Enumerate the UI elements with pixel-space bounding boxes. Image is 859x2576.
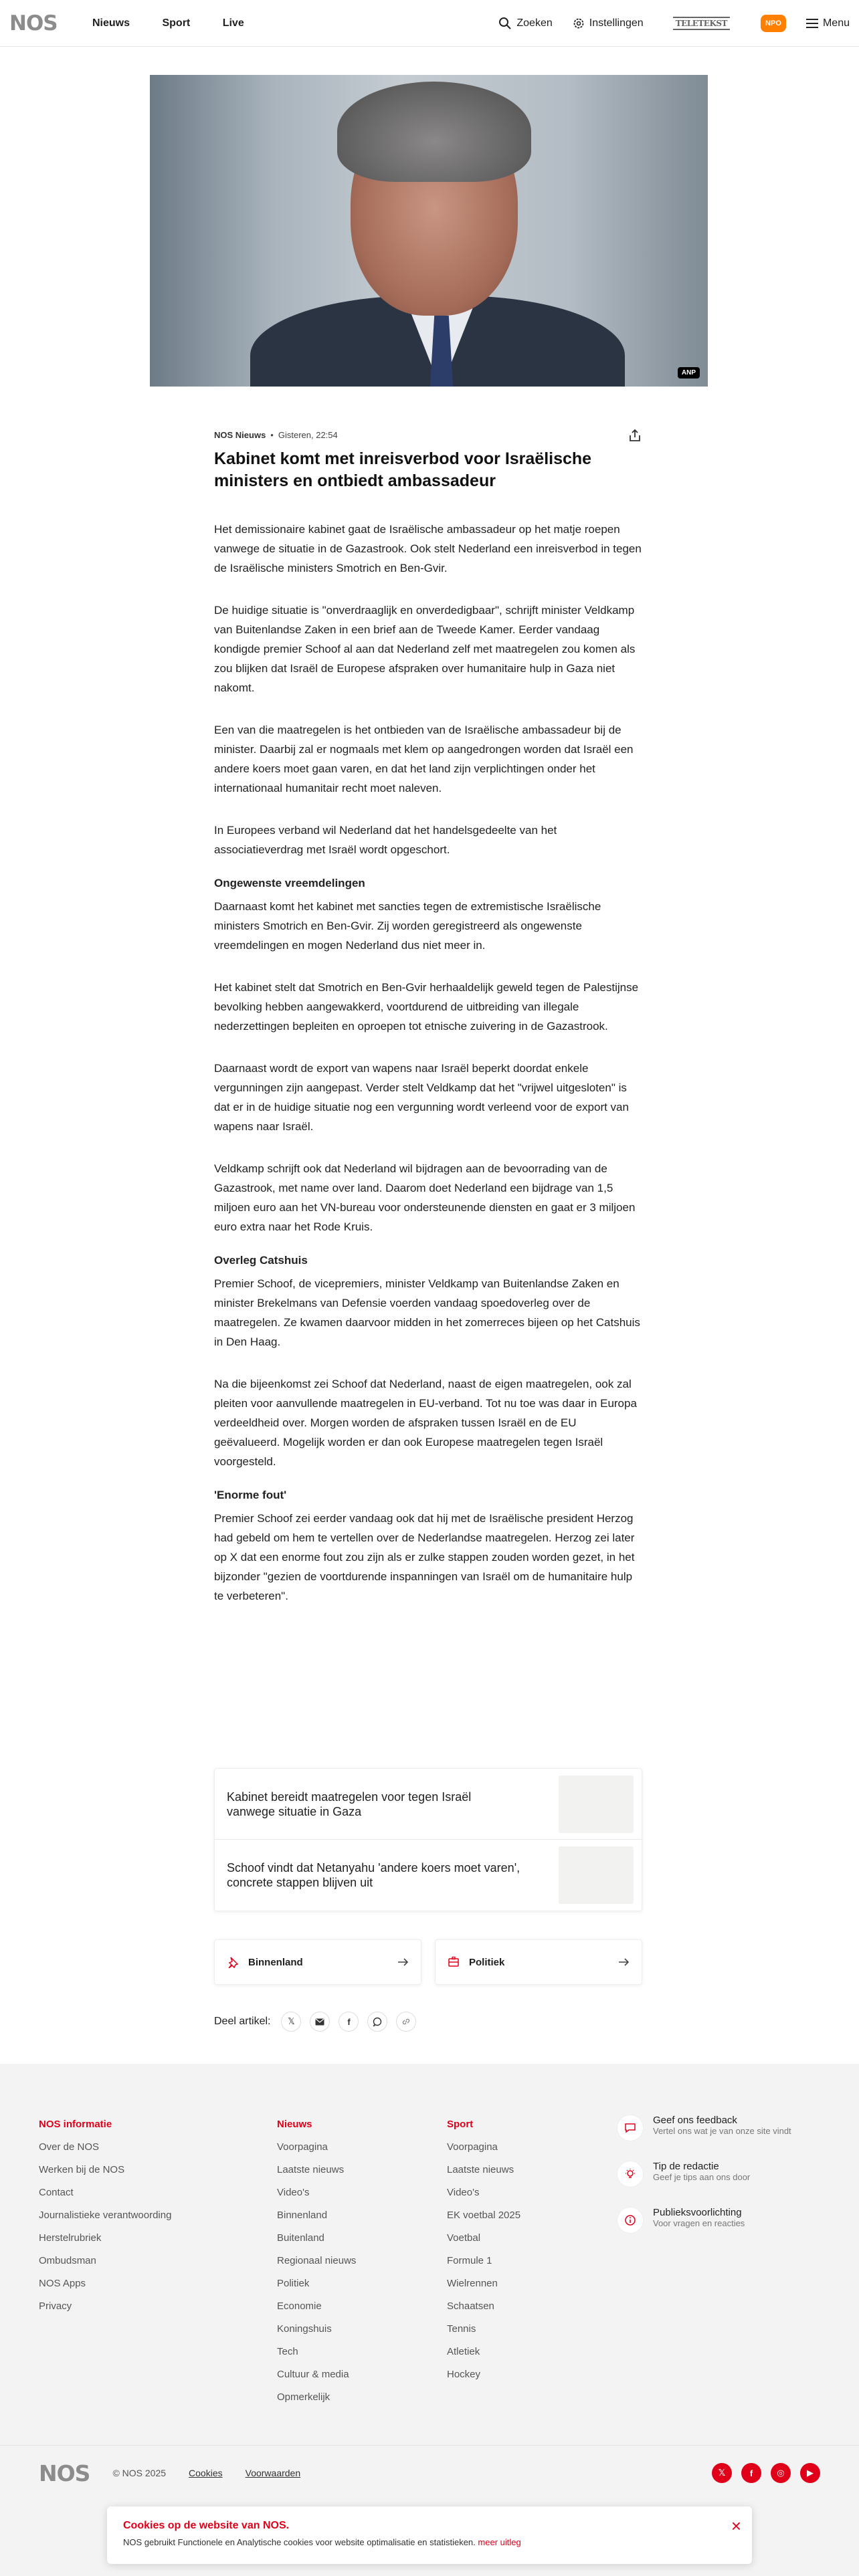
topic-label: Politiek <box>469 1956 505 1968</box>
paragraph: Premier Schoof, de vicepremiers, minister Veldkamp van Buitenlandse Zaken en minister Brekelmans van Defensie voerden vandaag spoedoverleg over de maatregelen. Ze kwamen daarvoor midden in het zomerreces bijeen op het Catshuis in Den Haag. <box>214 1277 640 1348</box>
paragraph: Daarnaast komt het kabinet met sancties tegen de extremistische Israëlische ministers Smotrich en Ben-Gvir. Zij worden geregistreerd als ongewenste vreemdelingen en mogen Nederland dus niet meer in. <box>214 900 601 952</box>
article <box>214 428 642 1628</box>
footer-link[interactable]: Voorpagina <box>277 2141 328 2153</box>
teletekst-link[interactable]: TELETEKST <box>673 17 730 30</box>
paragraph: Het kabinet stelt dat Smotrich en Ben-Gvir herhaaldelijk geweld tegen de Palestijnse bevolking hebben aangewakkerd, voortdurend de uitbreiding van illegale nederzettingen bepleiten en oproepen tot etnische zuivering in de Gazastrook. <box>214 981 639 1033</box>
facebook-social-icon[interactable]: f <box>741 2463 761 2483</box>
publieksvoorlichting-link[interactable] <box>617 2207 831 2234</box>
hero-figure-hair <box>337 82 531 182</box>
footer-link[interactable]: Tennis <box>447 2323 476 2335</box>
paragraph: De huidige situatie is "onverdraaglijk en onverdedigbaar", schrijft minister Veldkamp van Buitenlandse Zaken in een brief aan de Tweede Kamer. Eerder vandaag kondigde premier Schoof al aan dat Nederland zelf met maatregelen zou komen als zou blijken dat Israël de Europese afspraken over humanitaire hulp in Gaza niet nakomt. <box>214 604 636 694</box>
copyright: © NOS 2025 <box>112 2468 167 2478</box>
footer-link[interactable]: Voorpagina <box>447 2141 498 2153</box>
share-email-button[interactable] <box>310 2012 330 2032</box>
related-article[interactable] <box>215 1769 642 1840</box>
photo-credit-badge: ANP <box>678 367 700 379</box>
footer-contact <box>617 2115 831 2253</box>
article-time: Gisteren, 22:54 <box>278 429 338 440</box>
paragraph: Het demissionaire kabinet gaat de Israëlische ambassadeur op het matje roepen vanwege de situatie in de Gazastrook. Ook stelt Nederland een inreisverbod in tegen de Israëlische ministers Smotrich en Ben-Gvir. <box>214 523 642 574</box>
nav-nieuws[interactable]: Nieuws <box>92 17 130 29</box>
footer-link[interactable]: Wielrennen <box>447 2278 498 2289</box>
main-nav <box>92 17 274 29</box>
paragraph: Veldkamp schrijft ook dat Nederland wil bijdragen aan de bevoorrading van de Gazastrook, met name over land. Daarom doet Nederland een bijdrage van 1,5 miljoen euro aan het VN-bureau voor ondersteunende diensten en gaat er 3 miljoen euro extra naar het Rode Kruis. <box>214 1162 636 1233</box>
tip-title: Tip de redactie <box>653 2161 719 2172</box>
share-facebook-button[interactable] <box>339 2012 359 2032</box>
settings-button[interactable] <box>573 17 644 29</box>
share-row <box>214 2012 425 2032</box>
footer-link[interactable]: Laatste nieuws <box>277 2164 345 2175</box>
related-title: Schoof vindt dat Netanyahu 'andere koers moet varen', concrete stappen blijven uit <box>227 1861 520 1889</box>
footer-link[interactable]: Werken bij de NOS <box>39 2164 125 2175</box>
cookie-title: Cookies op de website van NOS. <box>123 2520 290 2531</box>
footer-col-nos-informatie <box>39 2119 171 2318</box>
link-icon <box>401 2017 411 2026</box>
tip-sub: Geef je tips aan ons door <box>653 2172 751 2182</box>
footer-link[interactable]: Economie <box>277 2300 322 2312</box>
paragraph: In Europees verband wil Nederland dat het handelsgedeelte van het associatieverdrag met Israël wordt opgeschort. <box>214 824 557 856</box>
feedback-link[interactable] <box>617 2115 831 2141</box>
footer-link[interactable]: Herstelrubriek <box>39 2232 102 2244</box>
article-body <box>214 520 642 1606</box>
footer-col-nieuws <box>277 2119 356 2409</box>
related-title: Kabinet bereidt maatregelen voor tegen Israël vanwege situatie in Gaza <box>227 1790 472 1818</box>
site-footer <box>0 2064 859 2576</box>
arrow-right-icon <box>619 1958 630 1966</box>
cookie-more-link[interactable]: meer uitleg <box>478 2537 521 2547</box>
footer-link[interactable]: Video's <box>277 2187 310 2198</box>
nos-logo[interactable]: NOS <box>9 11 58 35</box>
terms-link[interactable]: Voorwaarden <box>245 2468 301 2478</box>
cookie-body: NOS gebruikt Functionele en Analytische cookies voor website optimalisatie en statistieken. <box>123 2537 476 2547</box>
topic-links <box>214 1939 642 1985</box>
footer-link[interactable]: Cultuur & media <box>277 2369 349 2380</box>
topic-binnenland[interactable] <box>214 1939 421 1985</box>
footer-link[interactable]: Privacy <box>39 2300 72 2312</box>
footer-link[interactable]: EK voetbal 2025 <box>447 2210 521 2221</box>
footer-link[interactable]: Atletiek <box>447 2346 480 2357</box>
related-thumbnail <box>559 1846 634 1904</box>
footer-col-title: NOS informatie <box>39 2119 112 2130</box>
footer-link[interactable]: Binnenland <box>277 2210 328 2221</box>
share-icon <box>628 428 642 443</box>
share-link-button[interactable] <box>396 2012 416 2032</box>
hamburger-icon <box>806 19 818 28</box>
related-articles <box>214 1768 642 1911</box>
youtube-social-icon[interactable]: ▶ <box>800 2463 820 2483</box>
footer-link[interactable]: NOS Apps <box>39 2278 86 2289</box>
menu-button[interactable] <box>806 17 850 29</box>
npo-link[interactable]: NPO <box>761 15 786 32</box>
footer-link[interactable]: Schaatsen <box>447 2300 494 2312</box>
footer-col-sport <box>447 2119 520 2386</box>
chat-icon <box>617 2115 644 2141</box>
section-heading: 'Enorme fout' <box>214 1489 287 1501</box>
social-links <box>702 2463 820 2483</box>
search-icon <box>498 17 512 30</box>
feedback-sub: Vertel ons wat je van onze site vindt <box>653 2126 791 2136</box>
x-social-icon[interactable]: 𝕏 <box>712 2463 732 2483</box>
settings-label: Instellingen <box>589 17 644 29</box>
paragraph: Daarnaast wordt de export van wapens naar Israël beperkt doordat enkele vergunningen zijn aangepast. Verder stelt Veldkamp dat het "vrijwel uitgesloten" is dat er in de huidige situatie nog een vergunning wordt verleend voor de export van wapens naar Israël. <box>214 1062 629 1133</box>
footer-link[interactable]: Video's <box>447 2187 480 2198</box>
section-heading: Overleg Catshuis <box>214 1254 308 1267</box>
close-icon[interactable]: × <box>731 2516 741 2536</box>
footer-link[interactable]: Over de NOS <box>39 2141 100 2153</box>
lightbulb-icon <box>617 2161 644 2187</box>
related-article[interactable] <box>215 1840 642 1911</box>
footer-link[interactable]: Hockey <box>447 2369 481 2380</box>
cookie-banner <box>107 2506 752 2564</box>
publieksvoorlichting-sub: Voor vragen en reacties <box>653 2218 745 2228</box>
paragraph: Een van die maatregelen is het ontbieden van de Israëlische ambassadeur bij de minister. Daarbij zal er nogmaals met klem op aangedrongen worden dat Israël een andere koers moet gaan varen, en dat het land zijn verplichtingen onder het internationaal humanitair recht moet naleven. <box>214 724 634 794</box>
share-x-button[interactable] <box>281 2012 301 2032</box>
footer-link[interactable]: Tech <box>277 2346 298 2357</box>
whatsapp-icon <box>373 2017 382 2026</box>
footer-divider <box>0 2445 859 2446</box>
x-icon: 𝕏 <box>288 2016 295 2026</box>
footer-bottom <box>39 2453 820 2493</box>
topic-label: Binnenland <box>248 1956 303 1968</box>
footer-link[interactable]: Ombudsman <box>39 2255 96 2266</box>
menu-label: Menu <box>822 17 850 29</box>
footer-link[interactable]: Journalistieke verantwoording <box>39 2210 172 2221</box>
footer-link[interactable]: Contact <box>39 2187 74 2198</box>
footer-nos-logo[interactable]: NOS <box>39 2460 90 2486</box>
paragraph: Na die bijeenkomst zei Schoof dat Nederland, naast de eigen maatregelen, ook zal pleiten voor aanvullende maatregelen in EU-verband. Tot nu toe was daar in Europa verdeeldheid over. Morgen worden de afspraken tussen Israël en de EU geëvalueerd. Mogelijk worden er dan ook Europese maatregelen tegen Israël voorgesteld. <box>214 1378 637 1468</box>
footer-col-title: Sport <box>447 2119 474 2130</box>
arrow-right-icon <box>398 1958 409 1966</box>
share-whatsapp-button[interactable] <box>367 2012 387 2032</box>
topic-politiek[interactable] <box>435 1939 642 1985</box>
footer-link[interactable]: Koningshuis <box>277 2323 332 2335</box>
footer-link[interactable]: Politiek <box>277 2278 310 2289</box>
pin-icon <box>227 1956 239 1968</box>
hero-image <box>150 75 708 387</box>
footer-col-title: Nieuws <box>277 2119 312 2130</box>
nav-live[interactable]: Live <box>222 17 244 29</box>
footer-link[interactable]: Opmerkelijk <box>277 2391 330 2403</box>
tip-link[interactable] <box>617 2161 831 2187</box>
share-label: Deel artikel: <box>214 2016 271 2027</box>
feedback-title: Geef ons feedback <box>653 2115 737 2126</box>
gear-icon <box>573 17 585 29</box>
meta-separator: • <box>270 429 274 440</box>
building-icon <box>448 1956 460 1968</box>
share-button[interactable] <box>628 428 642 446</box>
instagram-social-icon[interactable]: ◎ <box>771 2463 791 2483</box>
nav-sport[interactable]: Sport <box>162 17 191 29</box>
paragraph: Premier Schoof zei eerder vandaag ook dat hij met de Israëlische president Herzog had gebeld om hem te vertellen over de Nederlandse maatregelen. Herzog zei later op X dat een enorme fout zou zijn als er zulke stappen zouden worden gezet, in het bijzonder "gezien de voortdurende inspanningen van Israël om de humanitaire hulp te verbeteren". <box>214 1512 635 1602</box>
footer-link[interactable]: Regionaal nieuws <box>277 2255 357 2266</box>
email-icon <box>315 2018 324 2026</box>
article-title: Kabinet komt met inreisverbod voor Israëlische ministers en ontbiedt ambassadeur <box>214 449 592 490</box>
footer-link[interactable]: Formule 1 <box>447 2255 492 2266</box>
site-header <box>0 0 859 47</box>
search-button[interactable] <box>498 17 552 30</box>
article-meta <box>214 428 642 441</box>
article-source: NOS Nieuws <box>214 429 266 440</box>
footer-link[interactable]: Voetbal <box>447 2232 481 2244</box>
footer-link[interactable]: Buitenland <box>277 2232 324 2244</box>
search-label: Zoeken <box>516 17 553 29</box>
footer-link[interactable]: Laatste nieuws <box>447 2164 514 2175</box>
related-thumbnail <box>559 1776 634 1833</box>
section-heading: Ongewenste vreemdelingen <box>214 877 365 889</box>
info-icon <box>617 2207 644 2234</box>
cookie-body-line <box>123 2537 736 2547</box>
publieksvoorlichting-title: Publieksvoorlichting <box>653 2207 742 2218</box>
facebook-icon: f <box>347 2016 351 2027</box>
cookies-link[interactable]: Cookies <box>189 2468 223 2478</box>
